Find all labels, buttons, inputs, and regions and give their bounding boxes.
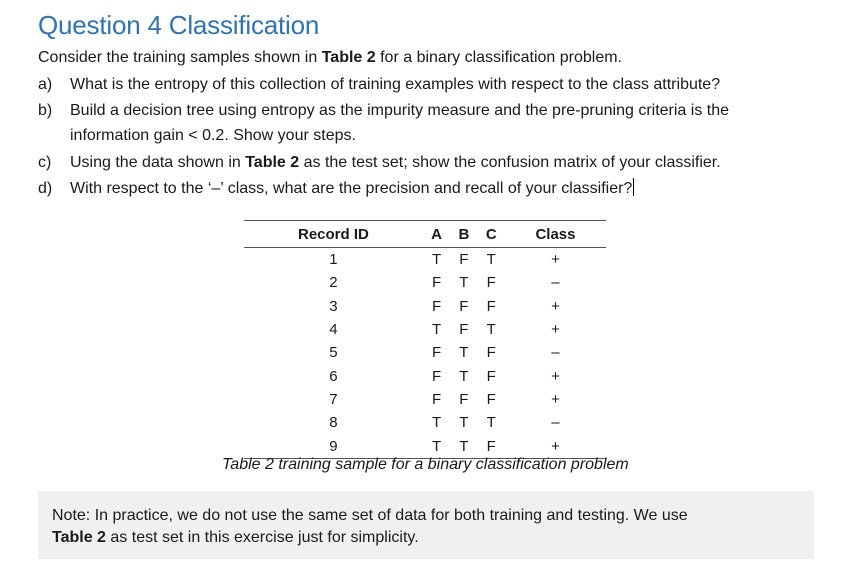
question-text-line1: Build a decision tree using entropy as the impurity measure and the pre-pruning criteria is the (70, 102, 730, 119)
intro-text-end: for a binary classification problem. (375, 49, 622, 66)
cell-b: T (459, 274, 469, 292)
cell-record-id: 5 (329, 344, 338, 362)
header-b: B (450, 221, 477, 248)
question-letter: d) (38, 180, 53, 197)
cell-b: F (459, 321, 469, 339)
cell-class: + (505, 434, 606, 458)
intro-text (38, 48, 622, 68)
cell-class: + (551, 390, 560, 408)
cell-class: – (551, 344, 560, 362)
table-reference: Table 2 (321, 49, 376, 66)
note-line1: Note: In practice, we do not use the same set of data for both training and testing. We use (52, 507, 688, 524)
table-row (244, 411, 606, 434)
cell-c: F (486, 297, 496, 315)
question-b (38, 98, 828, 148)
table-row (244, 318, 606, 341)
cell-c: F (486, 344, 496, 362)
cell-a: T (423, 434, 450, 458)
cell-class: – (551, 414, 560, 432)
cell-class: + (551, 321, 560, 339)
cell-record-id: 4 (329, 321, 338, 339)
question-text-line2: information gain < 0.2. Show your steps. (70, 127, 356, 144)
cell-c: F (486, 367, 496, 385)
question-text: What is the entropy of this collection of training examples with respect to the class attribute? (70, 76, 721, 93)
cell-c: F (478, 434, 505, 458)
cell-a: F (431, 344, 442, 362)
table-reference: Table 2 (245, 154, 300, 171)
question-text (70, 98, 828, 148)
table-row (244, 248, 606, 272)
cell-a: T (431, 251, 442, 269)
cell-record-id: 9 (244, 434, 423, 458)
cell-a: T (431, 414, 442, 432)
cell-a: F (431, 367, 442, 385)
table-row (244, 364, 606, 387)
training-table (244, 220, 606, 459)
question-c (38, 150, 828, 175)
cell-b: T (459, 344, 469, 362)
text-cursor (633, 178, 634, 196)
intro-text-start: Consider the training samples shown in (38, 49, 322, 66)
note-box (38, 491, 814, 559)
cell-c: F (486, 390, 496, 408)
cell-a: T (431, 321, 442, 339)
question-title: Question 4 Classification (38, 10, 320, 40)
cell-b: T (450, 434, 477, 458)
question-text (70, 176, 828, 201)
question-letter: c) (38, 154, 52, 171)
cell-class: + (551, 251, 560, 269)
cell-record-id: 2 (329, 274, 338, 292)
question-list (38, 72, 828, 202)
cell-record-id: 3 (329, 297, 338, 315)
cell-record-id: 1 (329, 251, 338, 269)
table-reference: Table 2 (52, 529, 106, 546)
cell-class: + (551, 367, 560, 385)
question-d (38, 176, 828, 201)
table-row (244, 434, 606, 458)
header-c: C (478, 221, 505, 248)
table-row (244, 271, 606, 294)
cell-class: + (551, 297, 560, 315)
table-row (244, 295, 606, 318)
cell-a: F (431, 297, 442, 315)
note-line2: as test set in this exercise just for simplicity. (105, 529, 419, 546)
question-letter: a) (38, 76, 53, 93)
cell-record-id: 8 (329, 414, 338, 432)
cell-a: F (431, 274, 442, 292)
cell-c: T (486, 321, 496, 339)
question-text (70, 150, 828, 175)
cell-c: F (486, 274, 496, 292)
table-caption: Table 2 training sample for a binary classification problem (222, 456, 629, 473)
cell-b: T (459, 414, 469, 432)
question-text-start: Using the data shown in (70, 154, 246, 171)
question-text-end: as the test set; show the confusion matrix of your classifier. (299, 154, 721, 171)
question-text-body: With respect to the ‘–’ class, what are the precision and recall of your classifier? (70, 180, 633, 197)
cell-b: F (459, 297, 469, 315)
question-letter: b) (38, 102, 53, 119)
header-class: Class (505, 221, 606, 248)
cell-b: F (459, 390, 469, 408)
table-row (244, 341, 606, 364)
cell-record-id: 7 (329, 390, 338, 408)
cell-b: T (459, 367, 469, 385)
table-row (244, 388, 606, 411)
header-record-id: Record ID (244, 221, 423, 248)
table-header-row (244, 221, 606, 248)
cell-b: F (459, 251, 469, 269)
question-a (38, 72, 828, 97)
cell-class: – (551, 274, 560, 292)
cell-record-id: 6 (329, 367, 338, 385)
cell-c: T (486, 414, 496, 432)
cell-a: F (431, 390, 442, 408)
header-a: A (423, 221, 450, 248)
cell-c: T (486, 251, 496, 269)
